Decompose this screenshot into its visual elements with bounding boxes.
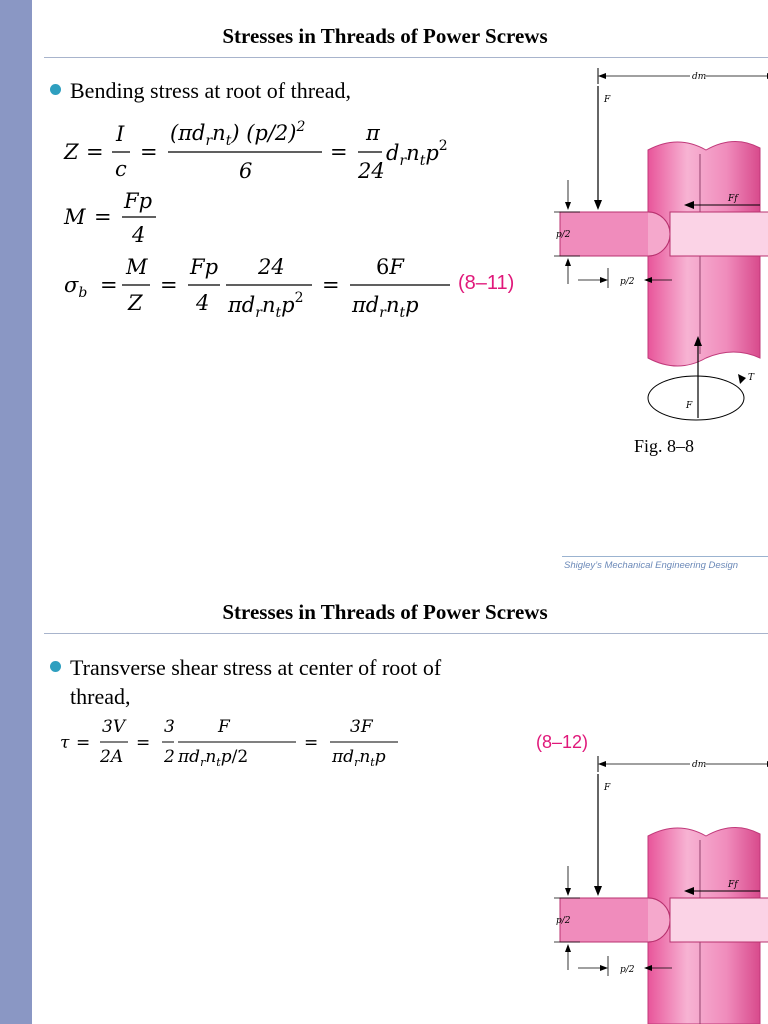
svg-text:24: 24: [258, 255, 285, 279]
svg-text:3F: 3F: [350, 717, 373, 737]
slide-2: [32, 580, 768, 1024]
svg-text:I: I: [116, 122, 125, 146]
torque-label: T: [748, 373, 755, 383]
left-accent-bar: [0, 0, 32, 1024]
svg-text:3V: 3V: [102, 717, 126, 737]
svg-text:drntp2: $d_rn_tp^2$: [386, 138, 448, 169]
svg-text:24: 24: [358, 159, 385, 183]
svg-text:M: M: [64, 205, 86, 229]
bullet-text: Transverse shear stress at center of root of thread,: [70, 655, 442, 709]
svg-text:4: 4: [132, 223, 146, 247]
svg-text:3: 3: [164, 717, 175, 737]
svg-text:Z: Z: [64, 140, 79, 164]
dm-label: dm: [692, 760, 707, 770]
svg-text:2A: 2A: [100, 747, 124, 767]
friction-force-label: Ff: [728, 880, 738, 890]
title-divider: [44, 57, 768, 58]
svg-text:π: π: [366, 121, 380, 145]
force-label-top: F: [604, 783, 611, 793]
slide-title: Stresses in Threads of Power Screws: [222, 600, 548, 624]
svg-text:Fp: Fp: [124, 189, 153, 213]
equation-bending-stress: [60, 252, 480, 322]
equation-section-modulus: [60, 118, 490, 188]
svg-text:6F: 6F: [376, 255, 404, 279]
bullet-text: Bending stress at root of thread,: [70, 78, 352, 103]
svg-text:M: M: [126, 255, 148, 279]
svg-text:4: 4: [196, 291, 210, 315]
svg-text:c: c: [115, 157, 127, 181]
pitch-half-label-left: p/2: [556, 230, 571, 240]
figure-caption: Fig. 8–8: [634, 436, 695, 456]
bullet-dot-icon: [50, 661, 61, 672]
svg-text:6: 6: [239, 159, 253, 183]
equation-number: (8–12): [536, 732, 589, 752]
svg-text:τ: τ: [60, 733, 70, 753]
svg-text:=: =: [136, 733, 151, 753]
svg-text:(πdrnt) (p/2)2: $(\pi d_rn_t)$ $(p/2)^2$: [170, 119, 306, 149]
dm-label: dm: [692, 72, 707, 82]
svg-text:Fp: Fp: [190, 255, 219, 279]
friction-force-label: Ff: [728, 194, 738, 204]
pitch-half-label-right: p/2: [620, 277, 635, 287]
svg-text:πdrntp: $\pi d_rn_tp$: [352, 293, 419, 321]
svg-text:F: F: [218, 717, 230, 737]
svg-text:σb: $\sigma_b$: [64, 273, 88, 301]
footer-divider: [562, 556, 768, 557]
bullet-dot-icon: [50, 84, 61, 95]
force-label-bottom: F: [686, 401, 693, 411]
slide-title: Stresses in Threads of Power Screws: [222, 24, 548, 48]
force-label-top: F: [604, 95, 611, 105]
svg-text:πdrntp: $\pi d_rn_tp$: [332, 747, 386, 769]
title-divider: [44, 633, 768, 634]
svg-text:πdrntp/2: $\pi d_rn_tp/2$: [178, 747, 249, 769]
thread-figure: [520, 62, 768, 434]
thread-figure: [520, 756, 768, 1024]
svg-text:=: =: [86, 140, 104, 164]
svg-text:=: =: [322, 273, 340, 297]
svg-text:=: =: [94, 205, 112, 229]
svg-text:=: =: [304, 733, 319, 753]
equation-number: (8–11): [458, 272, 515, 294]
svg-text:=: =: [160, 273, 178, 297]
pitch-half-label-left: p/2: [556, 916, 571, 926]
svg-text:=: =: [76, 733, 91, 753]
svg-text:=: =: [330, 140, 348, 164]
footer-credit: Shigley’s Mechanical Engineering Design: [564, 560, 739, 571]
equation-moment: [60, 186, 260, 250]
svg-text:2: 2: [164, 747, 175, 767]
svg-text:Z: Z: [128, 291, 143, 315]
svg-text:πdrntp2: $\pi d_rn_tp^2$: [228, 290, 304, 321]
svg-text:=: =: [140, 140, 158, 164]
equation-shear-stress: [58, 714, 418, 774]
pitch-half-label-right: p/2: [620, 965, 635, 975]
slide-1: [32, 0, 768, 580]
svg-text:=: =: [100, 273, 118, 297]
